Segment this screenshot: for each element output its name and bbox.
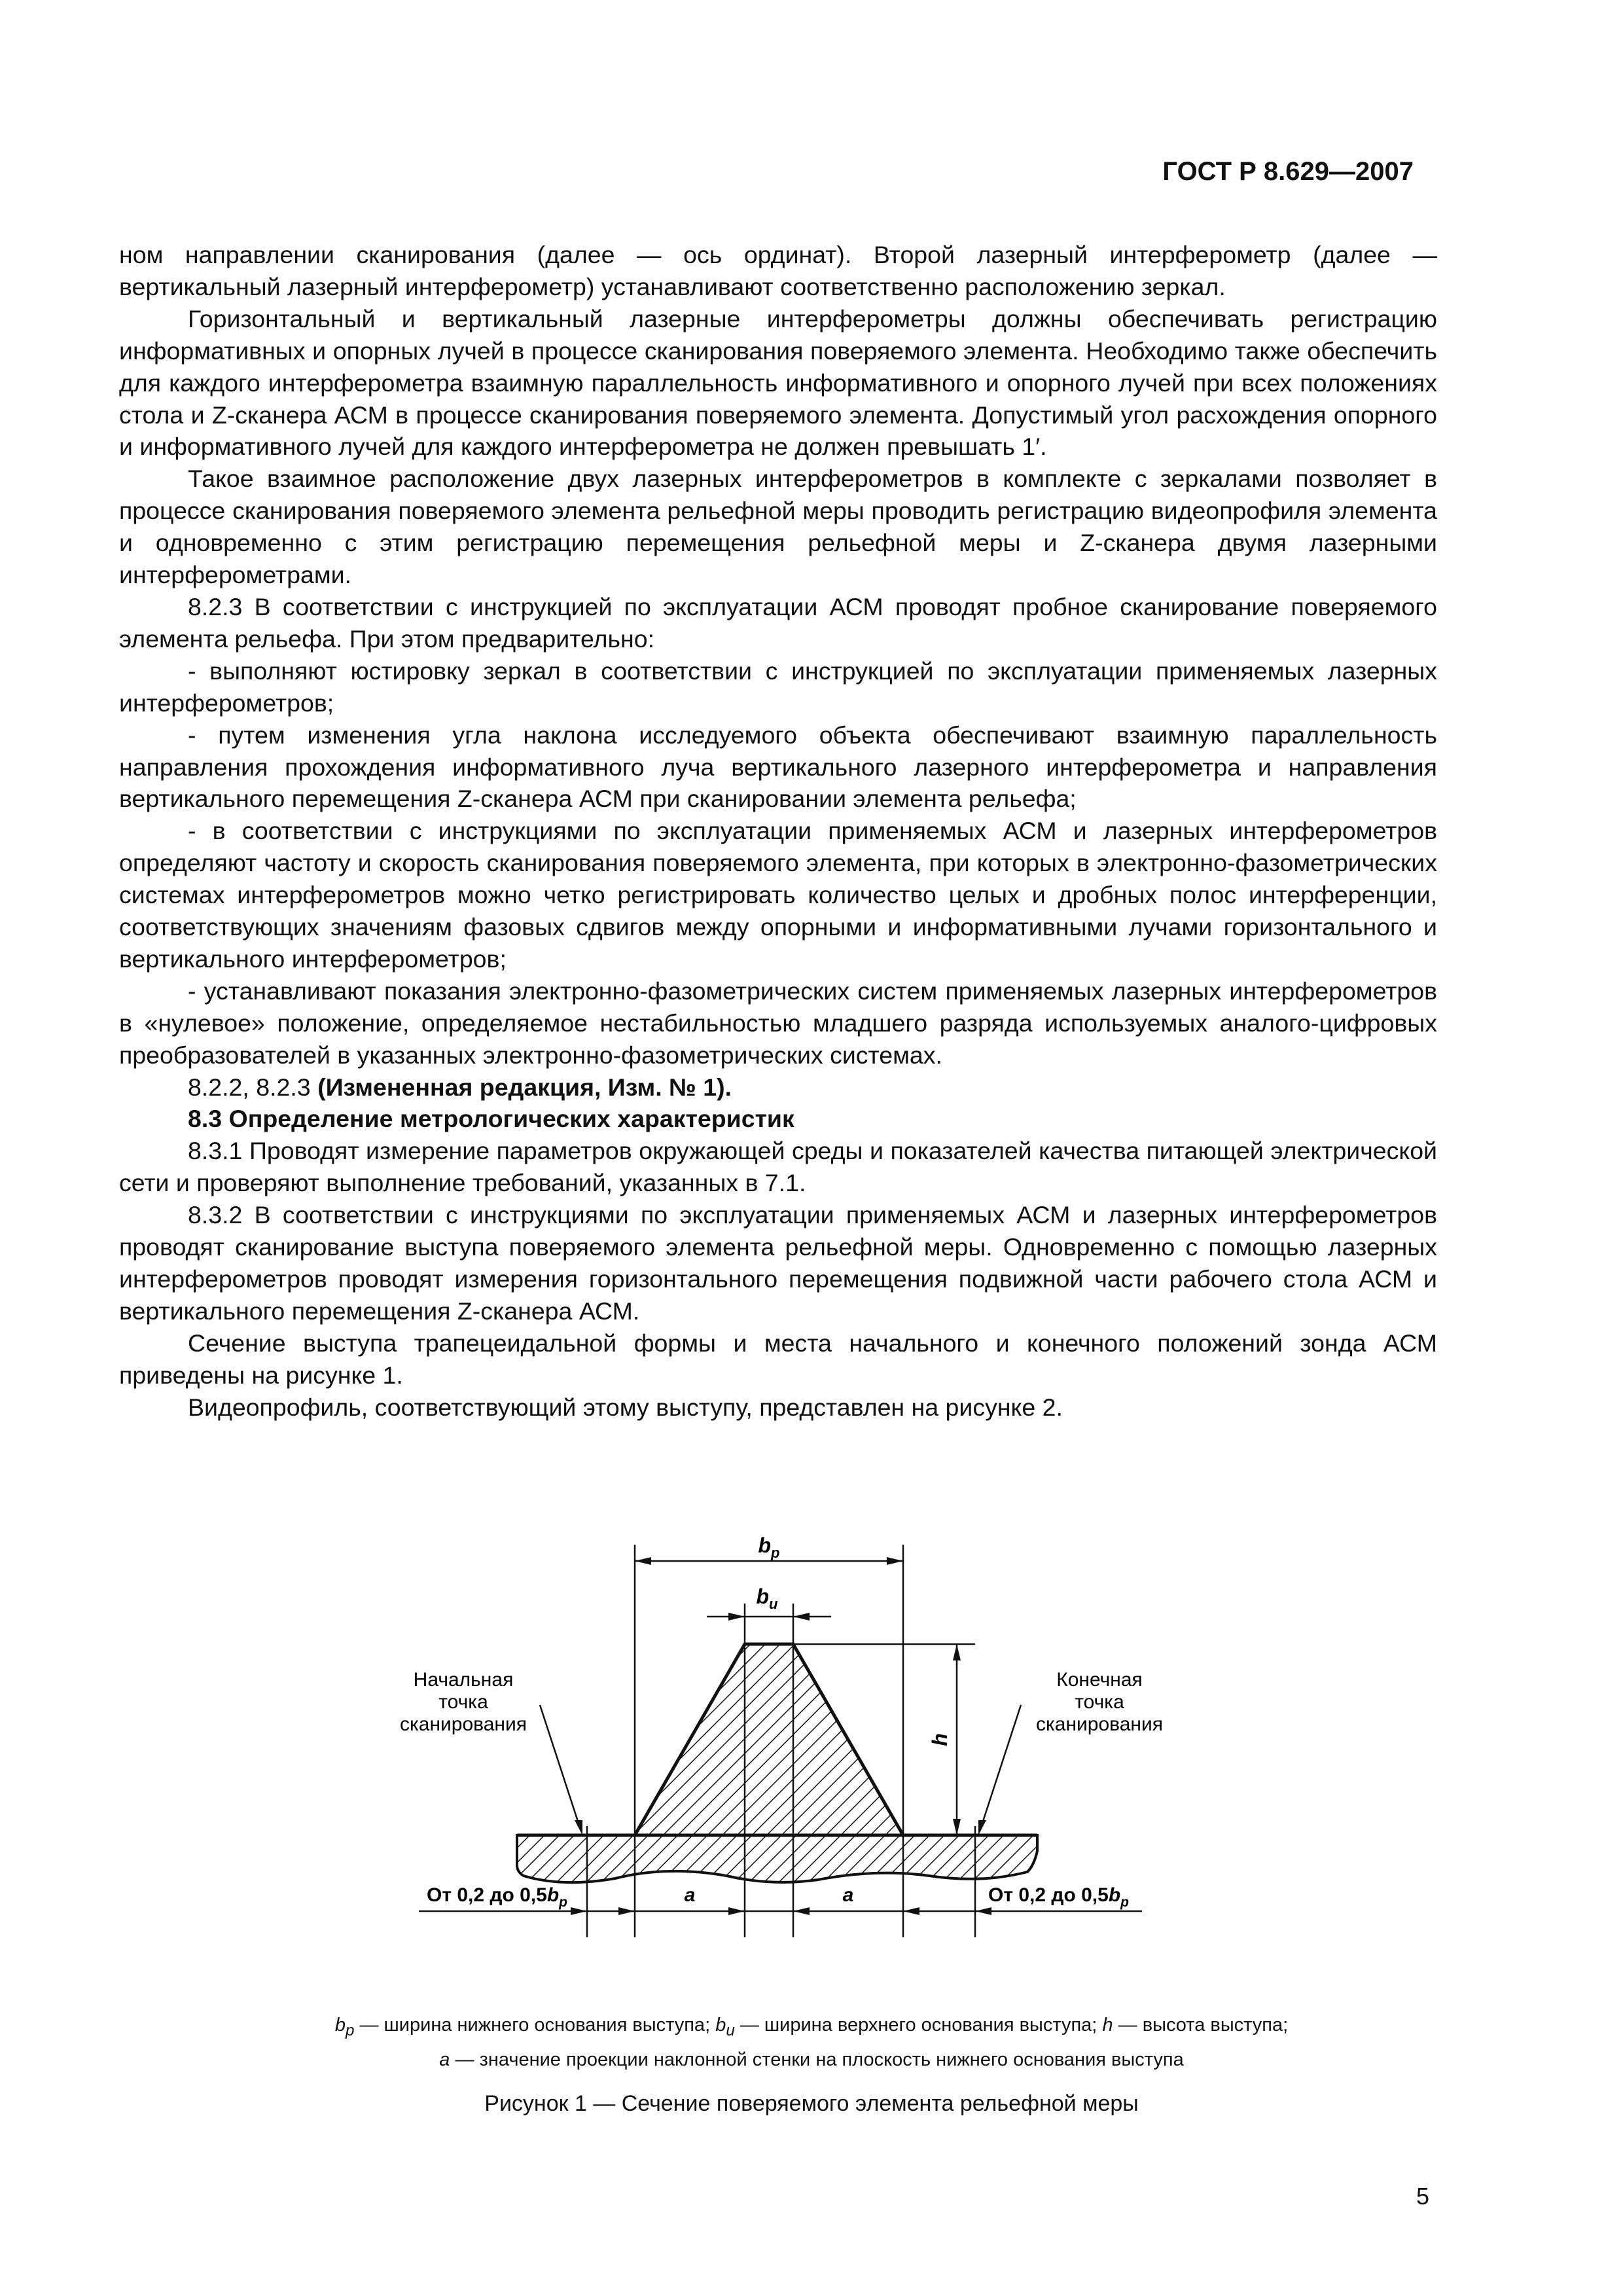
- range-right-bp-sub: p: [1120, 1895, 1129, 1910]
- end-point-line3: сканирования: [1035, 1713, 1164, 1735]
- paragraph: Горизонтальный и вертикальный лазерные интерферометры должны обеспечивать регистрацию информативных и опорных лучей в процессе сканирования поверяемого элемента. Необходимо также обеспечить для каждого интерферометра взаимную параллельность информативного и опорного лучей при всех положениях стола и Z-сканера АСМ в процессе сканирования поверяемого элемента. Допустимый угол расхождения опорного и информативного лучей для каждого интерферометра не должен превышать 1′.: [119, 304, 1437, 461]
- body-text: [119, 239, 1437, 1424]
- start-point-line2: точка: [438, 1691, 488, 1713]
- range-right-label: От 0,2 до 0,5: [988, 1884, 1109, 1906]
- range-right-bp: b: [1108, 1884, 1121, 1906]
- paragraph: Такое взаимное расположение двух лазерных интерферометров в комплекте с зеркалами позволяет в процессе сканирования поверяемого элемента рельефной меры проводить регистрацию видеопрофиля элемента и одновременно с этим регистрацию перемещения рельефной меры и Z-сканера двумя лазерными интерферометрами.: [119, 465, 1437, 589]
- label-bi: b: [756, 1585, 770, 1608]
- section-heading: 8.3 Определение метрологических характеристик: [188, 1105, 794, 1133]
- paragraph: Сечение выступа трапецеидальной формы и места начального и конечного положений зонда АСМ приведены на рисунке 1.: [119, 1329, 1437, 1389]
- base-strip: [517, 1835, 1037, 1882]
- legend-line-2: a — значение проекции наклонной стенки на плоскость нижнего основания выступа: [439, 2049, 1184, 2070]
- list-item: - устанавливают показания электронно-фазометрических систем применяемых лазерных интерферометров в «нулевое» положение, определяемое нестабильностью младшего разряда используемых аналого-цифровых преобразователей в указанных электронно-фазометрических системах.: [119, 977, 1437, 1069]
- label-h: h: [928, 1733, 952, 1746]
- range-left-bp: b: [546, 1884, 560, 1906]
- figure-legend: [0, 2011, 1623, 2074]
- start-point-line3: сканирования: [399, 1713, 527, 1735]
- label-bp-sub: p: [771, 1545, 780, 1561]
- range-left-label: От 0,2 до 0,5: [427, 1884, 547, 1906]
- amendment-label: (Измененная редакция, Изм. № 1).: [317, 1073, 732, 1101]
- amendment-note: [119, 1071, 1437, 1103]
- list-item: - в соответствии с инструкциями по эксплуатации применяемых АСМ и лазерных интерферометров определяют частоту и скорость сканирования поверяемого элемента, при которых в электронно-фазометрических системах интерферометров можно четко регистрировать количество целых и дробных полос интерференции, соответствующих значениям фазовых сдвигов между опорными и информативными лучами горизонтального и вертикального интерферометров;: [119, 817, 1437, 973]
- legend-line-1: $b_p$ — ширина нижнего основания выступа; $b_и$ — ширина верхнего основания выступа; h — высота выступа;: [334, 2015, 1289, 2039]
- end-point-line1: Конечная: [1056, 1669, 1143, 1691]
- list-item: - путем изменения угла наклона исследуемого объекта обеспечивают взаимную параллельность направления прохождения информативного луча вертикального лазерного интерферометра и направления вертикального перемещения Z-сканера АСМ при сканировании элемента рельефа;: [119, 721, 1437, 813]
- paragraph: Видеопрофиль, соответствующий этому выступу, представлен на рисунке 2.: [188, 1393, 1063, 1421]
- amendment-sections: 8.2.2, 8.2.3: [188, 1073, 318, 1101]
- trapezoid-protrusion: [635, 1644, 903, 1835]
- trapezoid-cross-section-diagram: [0, 1505, 1623, 2016]
- start-point-line1: Начальная: [413, 1669, 514, 1691]
- document-header: ГОСТ Р 8.629—2007: [1162, 157, 1414, 186]
- label-a-left: a: [684, 1884, 696, 1906]
- end-point-line2: точка: [1075, 1691, 1124, 1713]
- page-number: 5: [1416, 2183, 1429, 2210]
- paragraph: 8.2.3 В соответствии с инструкцией по эксплуатации АСМ проводят пробное сканирование поверяемого элемента рельефа. При этом предварительно:: [119, 592, 1437, 653]
- paragraph: 8.3.2 В соответствии с инструкциями по эксплуатации применяемых АСМ и лазерных интерферометров проводят сканирование выступа поверяемого элемента рельефной меры. Одновременно с помощью лазерных интерферометров проводят измерения горизонтального перемещения подвижной части рабочего стола АСМ и вертикального перемещения Z-сканера АСМ.: [119, 1201, 1437, 1325]
- svg-text:bp: [758, 1534, 780, 1561]
- label-bi-sub: и: [769, 1596, 778, 1612]
- svg-text:От 0,2 до 0,5bp: [427, 1884, 567, 1910]
- figure-caption: Рисунок 1 — Сечение поверяемого элемента рельефной меры: [484, 2091, 1139, 2116]
- svg-text:bи: [757, 1585, 779, 1612]
- list-item: - выполняют юстировку зеркал в соответствии с инструкцией по эксплуатации применяемых лазерных интерферометров;: [119, 656, 1437, 717]
- figure-1: [0, 1505, 1623, 2016]
- paragraph: 8.3.1 Проводят измерение параметров окружающей среды и показателей качества питающей электрической сети и проверяют выполнение требований, указанных в 7.1.: [119, 1137, 1437, 1197]
- label-a-right: a: [842, 1884, 854, 1906]
- svg-text:От 0,2 до 0,5bp: [988, 1884, 1129, 1910]
- range-left-bp-sub: p: [559, 1895, 567, 1910]
- paragraph: ном направлении сканирования (далее — ось ординат). Второй лазерный интерферометр (далее — вертикальный лазерный интерферометр) устанавливают соответственно расположению зеркал.: [119, 241, 1437, 300]
- label-bp: b: [758, 1534, 772, 1557]
